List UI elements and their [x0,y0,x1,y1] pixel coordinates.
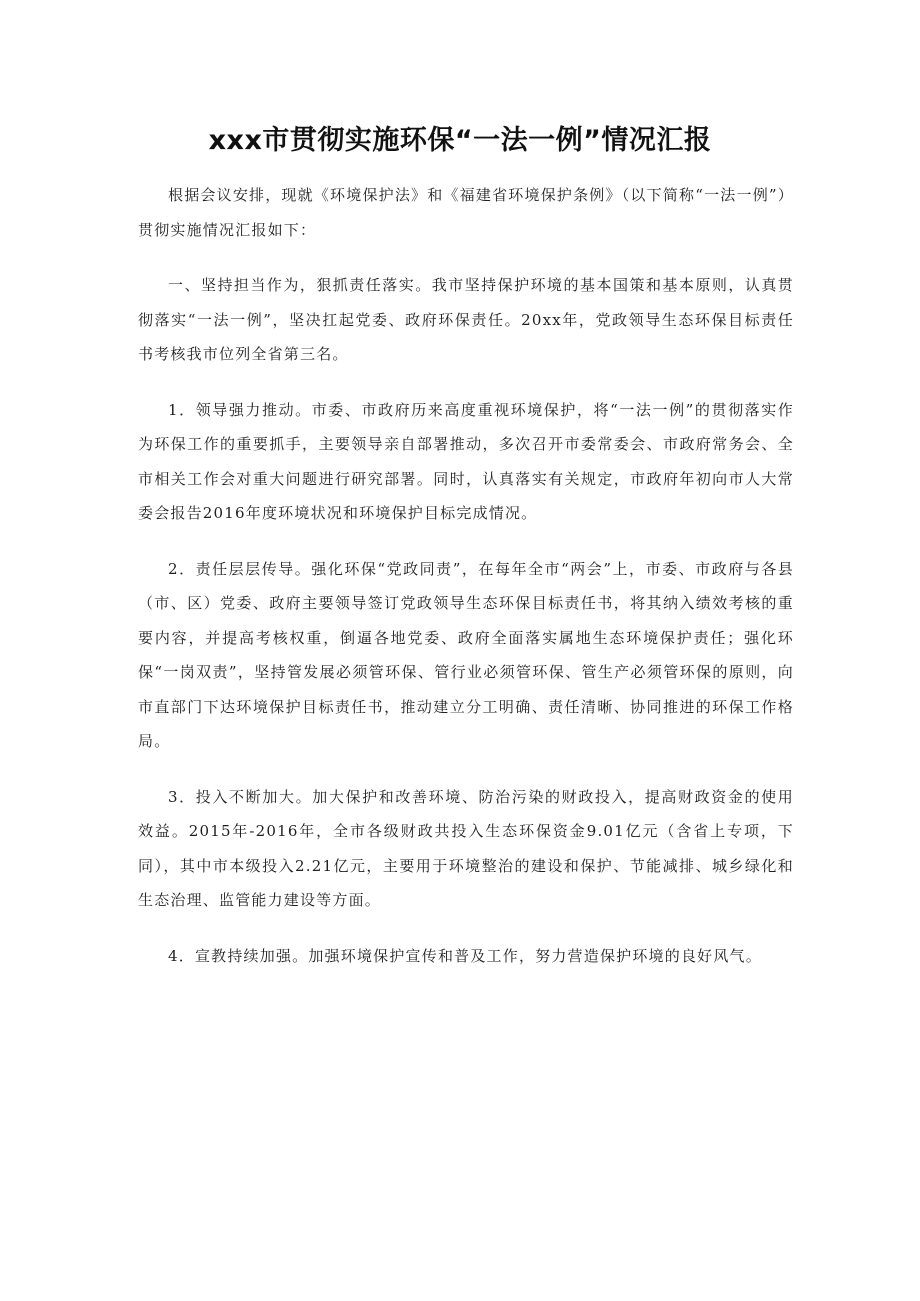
document-title: xxx市贯彻实施环保“一法一例”情况汇报 [208,125,712,156]
paragraph-item-1: 1．领导强力推动。市委、市政府历来高度重视环境保护，将“一法一例”的贯彻落实作为环保工作的重要抓手，主要领导亲自部署推动，多次召开市委常委会、市政府常务会、全市相关工作会对重大问题进行研究部署。同时，认真落实有关规定，市政府年初向市人大常委会报告2016年度环境状况和环境保护目标完成情况。 [138,400,794,522]
paragraph-item-4: 4．宣教持续加强。加强环境保护宣传和普及工作，努力营造保护环境的良好风气。 [168,946,762,965]
paragraph-item-3: 3．投入不断加大。加大保护和改善环境、防治污染的财政投入，提高财政资金的使用效益。2015年-2016年，全市各级财政共投入生态环保资金9.01亿元（含省上专项，下同），其中市本级投入2.21亿元，主要用于环境整治的建设和保护、节能减排、城乡绿化和生态治理、监管能力建设等方面。 [138,787,794,909]
paragraph-section-1: 一、坚持担当作为，狠抓责任落实。我市坚持保护环境的基本国策和基本原则，认真贯彻落实“一法一例”，坚决扛起党委、政府环保责任。20xx年，党政领导生态环保目标责任书考核我市位列全省第三名。 [138,276,794,363]
document-body [138,178,794,994]
paragraph-intro: 根据会议安排，现就《环境保护法》和《福建省环境保护条例》（以下简称“一法一例”）贯彻实施情况汇报如下： [138,186,794,239]
paragraph-item-2: 2．责任层层传导。强化环保“党政同责”，在每年全市“两会”上，市委、市政府与各县（市、区）党委、政府主要领导签订党政领导生态环保目标责任书，将其纳入绩效考核的重要内容，并提高考核权重，倒逼各地党委、政府全面落实属地生态环境保护责任；强化环保“一岗双责”，坚持管发展必须管环保、管行业必须管环保、管生产必须管环保的原则，向市直部门下达环境保护目标责任书，推动建立分工明确、责任清晰、协同推进的环保工作格局。 [138,559,794,750]
